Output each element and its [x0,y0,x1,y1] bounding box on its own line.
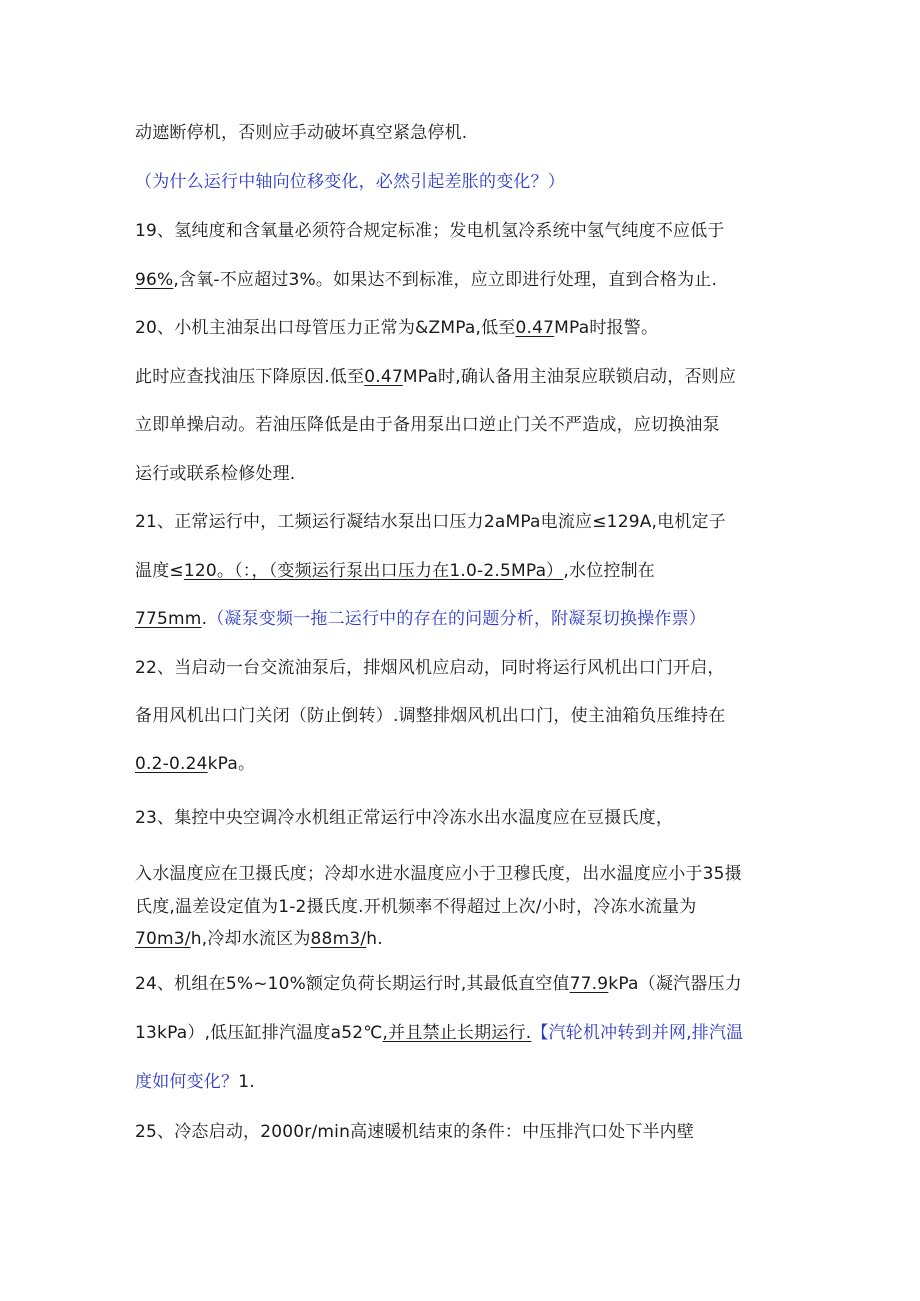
text-segment: 19、氢纯度和含氧量必须符合规定标准；发电机氢冷系统中氢气纯度不应低于 [135,221,725,241]
underlined-value: 88m3∕ [310,929,367,949]
text-segment: 25、冷态启动，2000r∕min高速暖机结束的条件：中压排汽口处下半内壁 [135,1122,695,1142]
underlined-value: 0.47 [364,367,403,387]
text-segment: 动遮断停机，否则应手动破坏真空紧急停机. [135,123,468,143]
underlined-value: 0.2-0.24 [135,754,208,774]
underlined-value: 120。（：，（变频运行泵出口压力在1.0-2.5MPa） [183,561,564,581]
text-segment: kPa（凝汽器压力 [608,974,742,994]
text-segment: MPa时报警。 [554,318,659,338]
text-segment: kPa。 [207,754,256,774]
text-segment: 温度≤ [135,561,184,581]
underlined-value: ,并且禁止长期运行. [382,1023,532,1043]
text-segment: MPa时,确认备用主油泵应联锁启动，否则应 [402,367,737,387]
text-segment: h. [366,929,383,949]
text-segment: 备用风机出口门关闭（防止倒转）.调整排烟风机出口门，使主油箱负压维持在 [135,706,726,726]
text-line [135,927,795,951]
text-segment: 入水温度应在卫摄氏度；冷却水进水温度应小于卫穆氏度，出水温度应小于35摄 [135,864,742,884]
text-line [135,862,795,886]
text-line [135,510,795,534]
text-segment: 13kPa）,低压缸排汽温度a52℃ [135,1023,383,1043]
underlined-value: 0.47 [515,318,555,338]
text-line [135,170,795,194]
text-line [135,752,795,776]
text-segment: 运行或联系检修处理. [135,464,296,484]
text-segment: 24、机组在5%~10%额定负荷长期运行时,其最低直空值 [135,974,570,994]
text-line [135,1021,795,1045]
underlined-value: 77.9 [569,974,609,994]
blue-annotation: （为什么运行中轴向位移变化，必然引起差胀的变化？） [135,172,565,192]
text-line [135,268,795,292]
text-line [135,219,795,243]
blue-annotation: （凝泵变频一拖二运行中的存在的问题分析，附凝泵切换操作票） [207,609,706,629]
blue-annotation: 度如何变化？ [135,1072,239,1092]
underlined-value: 775mm [135,609,202,629]
text-line [135,559,795,583]
text-segment: ,水位控制在 [563,561,655,581]
underlined-value: 96% [135,270,174,290]
text-line [135,704,795,728]
text-segment: h,冷却水流区为 [190,929,311,949]
text-segment: 立即单操启动。若油压降低是由于备用泵出口逆止门关不严造成，应切换油泵 [135,415,720,435]
text-segment: . [201,609,208,629]
text-line [135,1070,795,1094]
text-segment: 氏度,温差设定值为1-2摄氏度.开机频率不得超过上次/小时，冷冻水流量为 [135,897,697,917]
text-line [135,121,795,145]
text-line [135,1120,795,1144]
text-segment: 23、集控中央空调冷水机组正常运行中冷冻水出水温度应在豆摄氏度， [135,808,674,828]
text-segment: ,含氧-不应超过3%。如果达不到标准，应立即进行处理，直到合格为止. [173,270,718,290]
text-line [135,806,795,830]
text-segment: 此时应查找油压下降原因.低至 [135,367,365,387]
text-line [135,656,795,680]
underlined-value: 70m3∕ [135,929,191,949]
text-line [135,413,795,437]
text-segment: 1. [238,1072,255,1092]
text-segment: 21、正常运行中，工频运行凝结水泵出口压力2aMPa电流应≤129A,电机定子 [135,512,726,532]
text-line [135,365,795,389]
text-line [135,316,795,340]
text-line [135,972,795,996]
text-segment: 20、小机主油泵出口母管压力正常为&ZMPa,低至 [135,318,516,338]
text-line [135,462,795,486]
text-line [135,607,795,631]
text-line [135,895,795,919]
blue-annotation: 【汽轮机冲转到并网,排汽温 [531,1023,744,1043]
text-segment: 22、当启动一台交流油泵后，排烟风机应启动，同时将运行风机出口门开启， [135,658,725,678]
